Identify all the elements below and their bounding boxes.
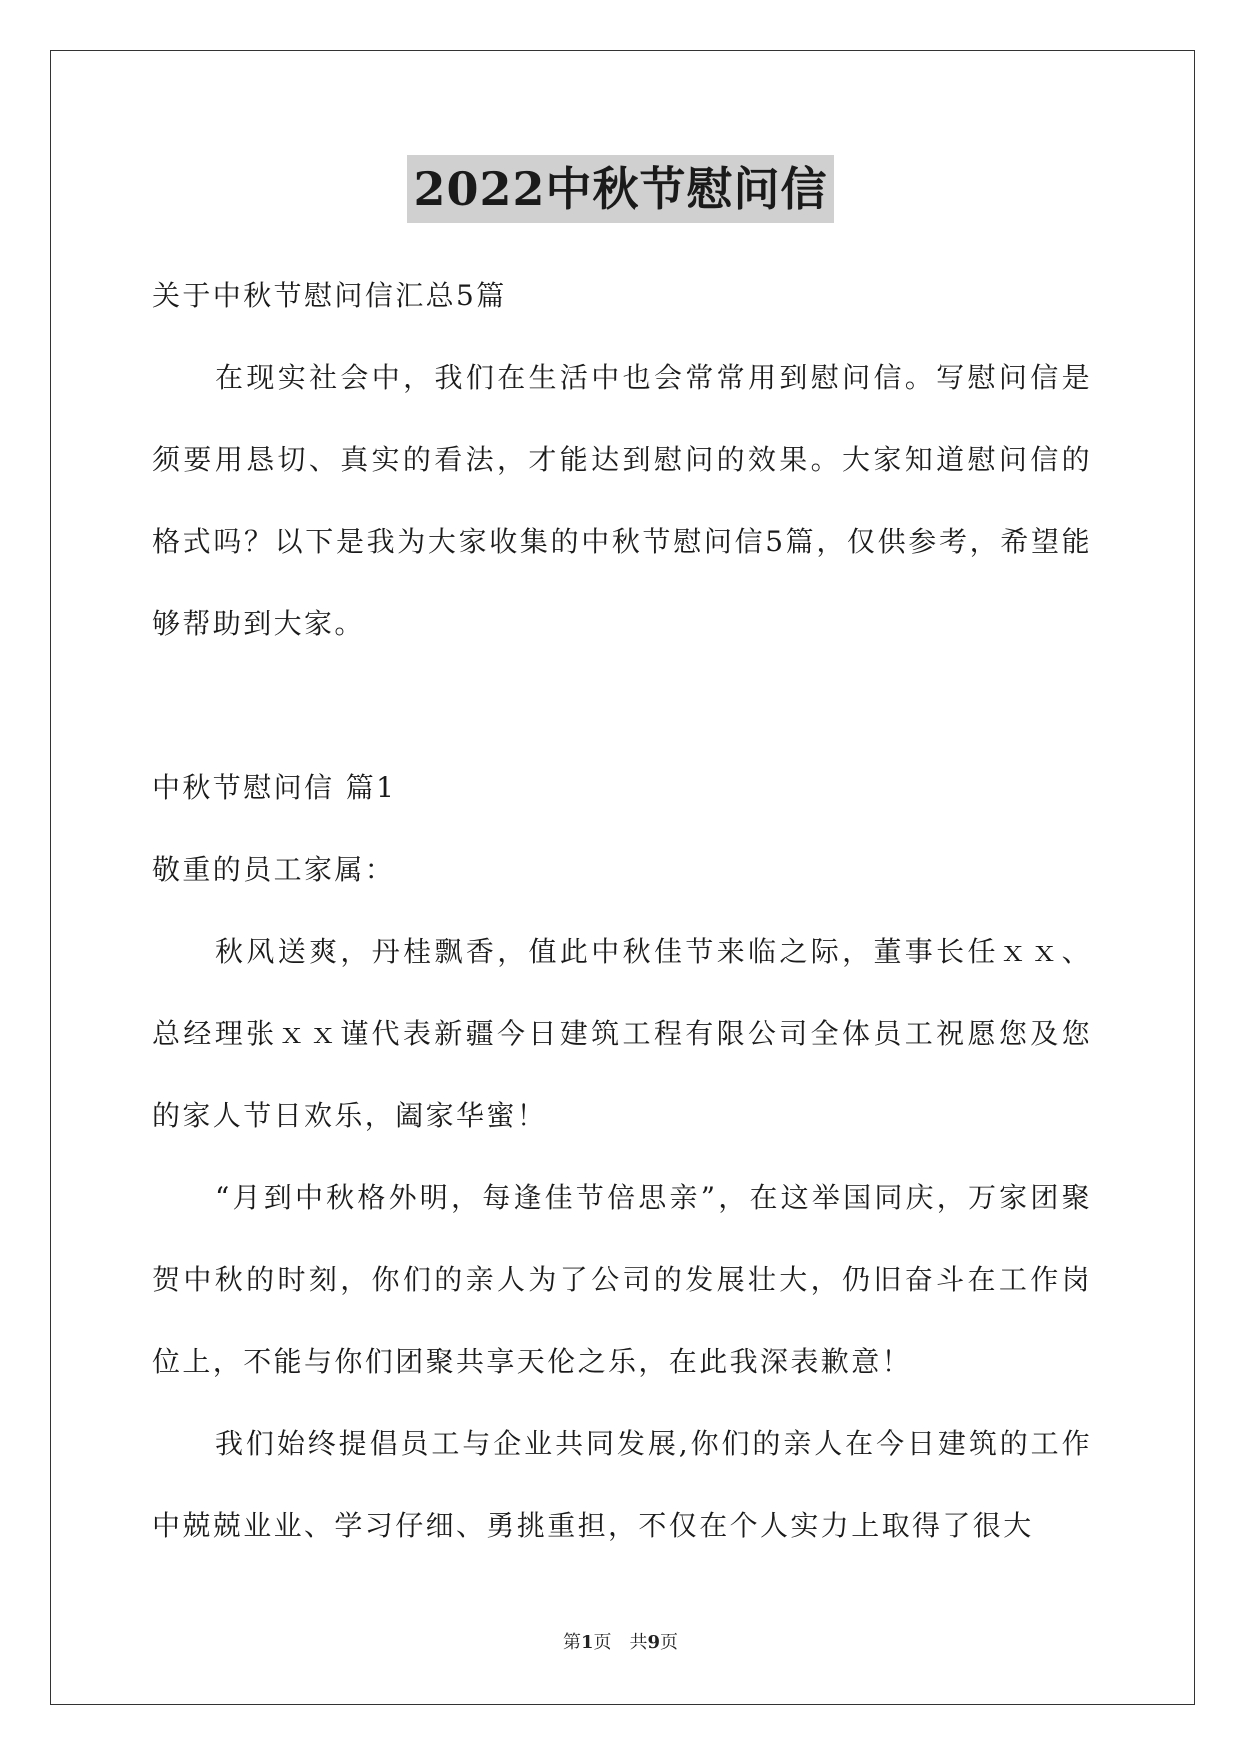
page-total: 9	[647, 1632, 661, 1653]
intro-paragraph: 在现实社会中，我们在生活中也会常常用到慰问信。写慰问信是须要用恳切、真实的看法，才能达到慰问的效果。大家知道慰问信的格式吗？以下是我为大家收集的中秋节慰问信5篇，仅供参考，希望能够帮助到大家。	[152, 361, 1092, 640]
salutation: 敬重的员工家属：	[152, 853, 396, 886]
page-current: 1	[580, 1632, 594, 1653]
document-body	[152, 255, 1092, 1567]
body-paragraph: 我们始终提倡员工与企业共同发展,你们的亲人在今日建筑的工作中兢兢业业、学习仔细、勇挑重担，不仅在个人实力上取得了很大	[152, 1427, 1092, 1542]
page-mid: 页 共	[593, 1632, 648, 1653]
section-spacer	[152, 665, 1092, 747]
page-prefix: 第	[562, 1632, 581, 1653]
title-container	[0, 155, 1241, 223]
body-paragraph: 秋风送爽，丹桂飘香，值此中秋佳节来临之际，董事长任ｘｘ、总经理张ｘｘ谨代表新疆今日建筑工程有限公司全体员工祝愿您及您的家人节日欢乐，阖家华蜜！	[152, 935, 1092, 1132]
page-footer	[0, 1628, 1241, 1654]
body-paragraph: “月到中秋格外明，每逢佳节倍思亲”，在这举国同庆，万家团聚贺中秋的时刻，你们的亲人为了公司的发展壮大，仍旧奋斗在工作岗位上，不能与你们团聚共享天伦之乐，在此我深表歉意！	[152, 1181, 1092, 1378]
document-title: 2022中秋节慰问信	[407, 155, 833, 223]
document-subtitle: 关于中秋节慰问信汇总5篇	[152, 279, 507, 312]
section-heading: 中秋节慰问信 篇1	[152, 771, 397, 804]
page-suffix: 页	[660, 1632, 679, 1653]
